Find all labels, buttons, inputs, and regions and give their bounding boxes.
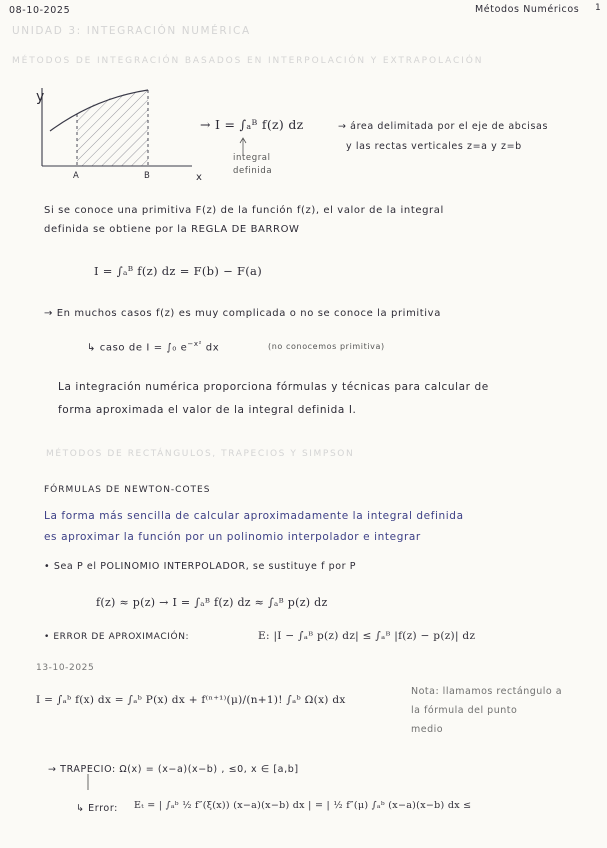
- graph-x-label: x: [196, 172, 203, 183]
- barrow-line1: Si se conoce una primitiva F(z) de la función f(z), el valor de la integral: [44, 205, 444, 216]
- complicated-example: [87, 340, 219, 353]
- rectangle-note-line3: medio: [411, 724, 444, 735]
- course-title: Métodos Numéricos: [475, 4, 580, 15]
- error-bullet: • ERROR DE APROXIMACIÓN:: [44, 632, 190, 642]
- numerical-line2: forma aproximada el valor de la integral definida I.: [58, 404, 357, 416]
- integral-annotation: integral definida: [233, 153, 273, 176]
- trapecio-error-label: ↳ Error:: [76, 803, 118, 814]
- second-date: 13-10-2025: [36, 663, 95, 673]
- newton-cotes-title: FÓRMULAS DE NEWTON-COTES: [44, 485, 211, 495]
- unit-heading: UNIDAD 3: INTEGRACIÓN NUMÉRICA: [12, 25, 251, 37]
- integral-definition: → I = ∫ₐᴮ f(z) dz: [200, 117, 304, 132]
- barrow-formula: I = ∫ₐᴮ f(z) dz = F(b) − F(a): [94, 264, 262, 278]
- page-date: 08-10-2025: [9, 5, 71, 16]
- example-prefix: ↳ caso de I = ∫₀ e: [87, 342, 188, 354]
- section-heading: MÉTODOS DE INTEGRACIÓN BASADOS EN INTERPOLACIÓN Y EXTRAPOLACIÓN: [12, 56, 484, 66]
- complicated-line1: → En muchos casos f(z) es muy complicada o no se conoce la primitiva: [44, 308, 441, 319]
- graph-y-label: y: [36, 89, 45, 105]
- graph-a-label: A: [73, 171, 80, 181]
- error-formula: E: |I − ∫ₐᴮ p(z) dz| ≤ ∫ₐᴮ |f(z) − p(z)| dz: [258, 630, 476, 642]
- rectangle-note-line2: la fórmula del punto: [411, 705, 518, 716]
- shaded-area: [77, 90, 148, 166]
- complicated-note: (no conocemos primitiva): [268, 342, 385, 351]
- methods-heading: MÉTODOS DE RECTÁNGULOS, TRAPECIOS Y SIMPSON: [46, 449, 355, 459]
- numerical-line1: La integración numérica proporciona fórmulas y técnicas para calcular de: [58, 381, 489, 393]
- interpolator-bullet: • Sea P el POLINOMIO INTERPOLADOR, se sustituye f por P: [44, 561, 357, 572]
- graph-b-label: B: [144, 171, 151, 181]
- rectangle-note-line1: Nota: llamamos rectángulo a: [411, 686, 563, 697]
- trapecio-line: → TRAPECIO: Ω(x) = (x−a)(x−b) , ≤0, x ∈ [a,b]: [48, 764, 299, 775]
- newton-cotes-line1: La forma más sencilla de calcular aproximadamente la integral definida: [44, 510, 464, 522]
- example-suffix: dx: [202, 342, 220, 354]
- example-exponent: −x²: [187, 340, 203, 348]
- remainder-formula: I = ∫ₐᵇ f(x) dx = ∫ₐᵇ P(x) dx + f⁽ⁿ⁺¹⁾(μ)/(n+1)! ∫ₐᵇ Ω(x) dx: [36, 694, 346, 706]
- area-note-line1: → área delimitada por el eje de abcisas: [338, 121, 548, 132]
- barrow-line2: definida se obtiene por la REGLA DE BARROW: [44, 224, 300, 235]
- newton-cotes-line2: es aproximar la función por un polinomio interpolador e integrar: [44, 531, 421, 543]
- page-number: 1: [595, 3, 602, 13]
- trapecio-error-formula: Eₜ = | ∫ₐᵇ ½ f″(ξ(x)) (x−a)(x−b) dx | = | ½ f″(μ) ∫ₐᵇ (x−a)(x−b) dx ≤: [134, 800, 472, 811]
- interpolator-formula: f(z) ≈ p(z) → I = ∫ₐᴮ f(z) dz ≈ ∫ₐᴮ p(z) dz: [96, 596, 328, 609]
- area-note-line2: y las rectas verticales z=a y z=b: [346, 141, 522, 152]
